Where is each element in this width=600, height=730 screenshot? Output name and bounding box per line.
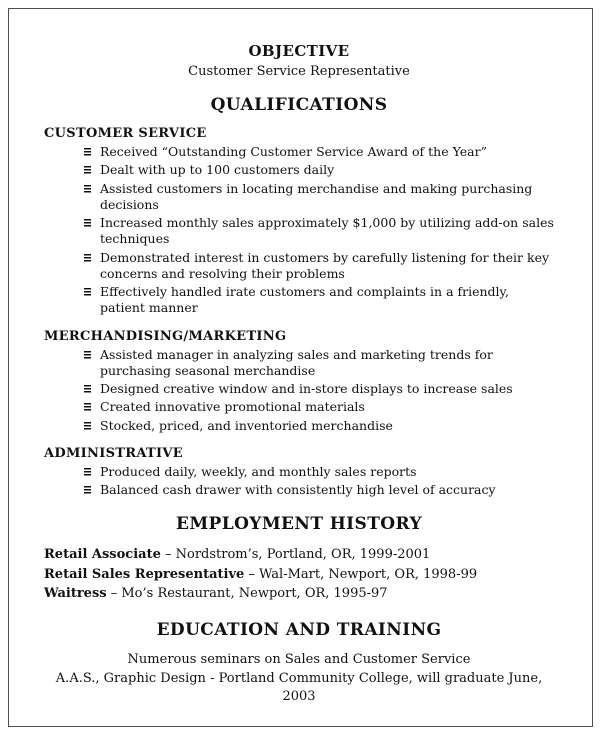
bullet-text: Demonstrated interest in customers by carefully listening for their key concerns and resolving their problems [100,249,550,281]
bullet-text: Increased monthly sales approximately $1,000 by utilizing add-on sales techniques [100,215,554,247]
education-line: A.A.S., Graphic Design - Portland Community College, will graduate June, 2003 [55,670,543,705]
bullet-icon [84,219,91,227]
bullet-item [84,464,554,480]
bullet-text: Dealt with up to 100 customers daily [100,162,335,178]
bullet-item [84,482,554,498]
bullet-text: Assisted customers in locating merchandise and making purchasing decisions [100,180,533,212]
employment-heading: EMPLOYMENT HISTORY [175,514,423,535]
job-entry [44,545,554,565]
bullet-text: Assisted manager in analyzing sales and marketing trends for purchasing seasonal merchandise [100,346,493,378]
bullet-icon [84,468,91,476]
bullet-icon [84,288,91,296]
bullet-icon [84,148,91,156]
section-title: MERCHANDISING/MARKETING [44,328,287,344]
education-line: Numerous seminars on Sales and Customer Service [127,651,471,667]
bullet-icon [84,351,91,359]
bullet-item [84,347,554,380]
job-details: – Wal-Mart, Newport, OR, 1998-99 [244,566,478,582]
education-lines [44,651,554,708]
qualifications-heading: QUALIFICATIONS [210,95,388,115]
bullet-text: Produced daily, weekly, and monthly sales reports [100,463,417,479]
bullet-text: Effectively handled irate customers and complaints in a friendly, patient manner [100,284,509,316]
qualification-section [44,446,554,499]
job-entry [44,584,554,604]
bullet-item [84,181,554,214]
bullet-item [84,381,554,397]
job-details: – Nordstrom’s, Portland, OR, 1999-2001 [160,547,431,563]
bullet-text: Designed creative window and in-store displays to increase sales [100,381,513,396]
section-title: CUSTOMER SERVICE [44,126,207,141]
job-title: Waitress [44,586,107,602]
job-title: Retail Associate [44,547,161,563]
bullet-text: Balanced cash drawer with consistently high level of accuracy [100,482,496,497]
bullet-icon [84,166,91,174]
job-details: – Mo’s Restaurant, Newport, OR, 1995-97 [106,586,388,602]
bullet-item [84,418,554,434]
bullet-text: Created innovative promotional materials [100,399,365,415]
qualification-section [44,126,554,317]
job-entry [44,565,554,585]
bullet-item [84,144,554,160]
objective-text: Customer Service Representative [188,64,410,79]
objective-heading: OBJECTIVE [248,42,350,60]
bullet-icon [84,185,91,193]
bullet-item [84,250,554,283]
bullet-item [84,399,554,415]
bullet-item [84,162,554,178]
education-heading: EDUCATION AND TRAINING [156,619,442,640]
bullet-icon [84,422,91,430]
qualification-section [44,329,554,434]
bullet-icon [84,385,91,393]
qualifications-sections [44,126,554,498]
bullet-text: Stocked, priced, and inventoried merchandise [100,417,393,433]
employment-jobs [44,545,554,604]
bullet-item [84,284,554,317]
job-title: Retail Sales Representative [44,566,245,582]
bullet-icon [84,486,91,494]
section-title: ADMINISTRATIVE [44,445,183,461]
bullet-icon [84,254,91,262]
bullet-icon [84,403,91,411]
bullet-text: Received “Outstanding Customer Service Award of the Year” [100,144,487,159]
bullet-item [84,215,554,248]
